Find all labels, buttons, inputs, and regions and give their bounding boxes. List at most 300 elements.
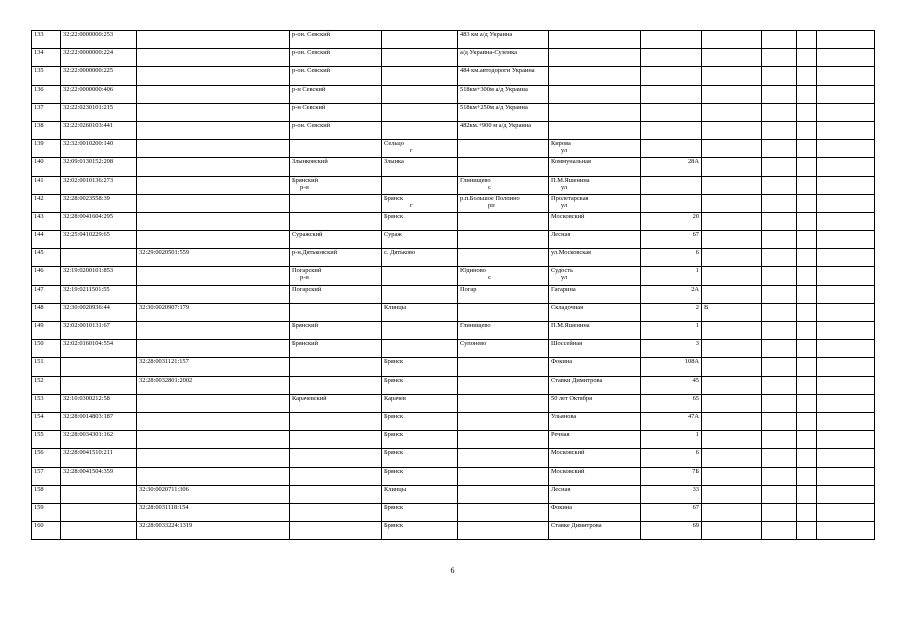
empty-cell (762, 340, 797, 358)
street-text: Шоссейная (551, 340, 583, 348)
cadastral-number-cell (61, 376, 137, 394)
cadastral-number-text: 32:09:0130152:208 (63, 158, 114, 166)
building-cell (702, 394, 762, 412)
locality-cell (382, 503, 458, 521)
cadastral-number-cell (61, 503, 137, 521)
street-cell (549, 340, 641, 358)
row-number-cell (32, 103, 61, 121)
empty-cell (817, 340, 875, 358)
house-number-cell (641, 249, 702, 267)
row-number-cell (32, 431, 61, 449)
empty-cell (797, 340, 817, 358)
house-number-cell (641, 49, 702, 67)
street-cell (549, 158, 641, 176)
locality-cell (382, 176, 458, 194)
table-row (32, 67, 875, 85)
row-number-text: 150 (34, 340, 44, 348)
house-number-cell (641, 503, 702, 521)
locality-cell (382, 158, 458, 176)
house-number-text: 67 (692, 503, 699, 511)
cadastral-number-alt-text: 32:28:0031121:157 (139, 358, 189, 366)
cadastral-number-alt-cell (137, 467, 290, 485)
locality-text: Сельцо (384, 140, 404, 148)
settlement-cell (458, 194, 549, 212)
locality-text: Брянск (384, 212, 404, 220)
cadastral-number-cell (61, 303, 137, 321)
cadastral-number-text: 32:10:0300212:58 (63, 394, 110, 402)
house-number-cell (641, 522, 702, 540)
row-number-text: 152 (34, 376, 44, 384)
row-number-text: 157 (34, 467, 44, 475)
cadastral-number-cell (61, 412, 137, 430)
table-row (32, 31, 875, 49)
street-text: П.М.Яшенина (551, 176, 590, 184)
settlement-text: 518км+300м а/д Украина (460, 85, 528, 93)
settlement-cell (458, 431, 549, 449)
empty-cell (797, 85, 817, 103)
cadastral-number-cell (61, 394, 137, 412)
locality-text: Злынка (384, 158, 404, 166)
house-number-cell (641, 212, 702, 230)
street-text: Ставке Димитрова (551, 522, 602, 530)
street-cell (549, 485, 641, 503)
building-cell (702, 431, 762, 449)
empty-cell (797, 467, 817, 485)
settlement-text: р.п.Большое Полпино (460, 194, 520, 202)
row-number-text: 146 (34, 267, 44, 275)
table-row (32, 503, 875, 521)
row-number-text: 143 (34, 212, 44, 220)
building-cell (702, 376, 762, 394)
settlement-cell (458, 31, 549, 49)
house-number-text: 65 (692, 394, 699, 402)
empty-cell (762, 212, 797, 230)
cadastral-number-alt-cell (137, 522, 290, 540)
building-cell (702, 303, 762, 321)
cadastral-number-text: 32:19:0200101:853 (63, 267, 114, 275)
settlement-text: 484 км.автодороги Украина (460, 67, 535, 75)
house-number-cell (641, 67, 702, 85)
cadastral-number-alt-text: 32:30:0020711:306 (139, 485, 189, 493)
cadastral-number-alt-cell (137, 322, 290, 340)
settlement-cell (458, 358, 549, 376)
settlement-cell (458, 85, 549, 103)
street-text: Кирова (551, 140, 571, 148)
cadastral-number-cell (61, 194, 137, 212)
settlement-cell (458, 394, 549, 412)
row-number-text: 145 (34, 249, 44, 257)
row-number-cell (32, 231, 61, 249)
locality-cell (382, 285, 458, 303)
empty-cell (762, 249, 797, 267)
street-cell (549, 503, 641, 521)
settlement-cell (458, 212, 549, 230)
cadastral-number-cell (61, 267, 137, 285)
empty-cell (817, 31, 875, 49)
row-number-text: 155 (34, 431, 44, 439)
cadastral-number-alt-cell (137, 158, 290, 176)
cadastral-number-alt-text: 32:28:0033224:1319 (139, 522, 193, 530)
district-cell (290, 340, 382, 358)
cadastral-number-text: 32:28:0041510:211 (63, 449, 113, 457)
street-text: Лесная (551, 231, 571, 239)
house-number-text: 1 (695, 431, 699, 439)
street-cell (549, 412, 641, 430)
empty-cell (797, 158, 817, 176)
street-text: П.М.Яшенина (551, 322, 590, 329)
settlement-cell (458, 176, 549, 194)
street-text: Гагарина (551, 285, 576, 293)
cadastral-number-cell (61, 121, 137, 139)
district-cell (290, 376, 382, 394)
locality-text: Брянск (384, 412, 404, 420)
empty-cell (817, 303, 875, 321)
locality-text: Клинцы (384, 485, 407, 493)
row-number-text: 138 (34, 121, 44, 129)
locality-text: Брянск (384, 358, 404, 366)
row-number-cell (32, 303, 61, 321)
settlement-cell (458, 376, 549, 394)
locality-cell (382, 194, 458, 212)
street-cell (549, 249, 641, 267)
row-number-text: 154 (34, 412, 44, 420)
cadastral-number-cell (61, 358, 137, 376)
district-text: Погарский (292, 285, 322, 293)
row-number-text: 139 (34, 140, 44, 148)
building-cell (702, 467, 762, 485)
row-number-cell (32, 467, 61, 485)
cadastral-number-text: 32:22:0000000:225 (63, 67, 114, 75)
street-cell (549, 121, 641, 139)
street-cell (549, 431, 641, 449)
empty-cell (817, 121, 875, 139)
empty-cell (817, 67, 875, 85)
cadastral-number-cell (61, 449, 137, 467)
settlement-cell (458, 485, 549, 503)
street-cell (549, 140, 641, 158)
locality-text: Брянск (384, 522, 404, 530)
empty-cell (797, 485, 817, 503)
settlement-text: Глинищево (460, 322, 491, 329)
empty-cell (762, 485, 797, 503)
settlement-cell (458, 503, 549, 521)
district-cell (290, 412, 382, 430)
empty-cell (762, 158, 797, 176)
district-text: Суражский (292, 231, 323, 239)
row-number-cell (32, 67, 61, 85)
street-abbrev: ул (561, 201, 568, 209)
cadastral-number-text: 32:02:0010136:273 (63, 176, 114, 184)
row-number-cell (32, 31, 61, 49)
cadastral-number-text: 32:28:0023558:39 (63, 194, 110, 202)
row-number-cell (32, 85, 61, 103)
row-number-cell (32, 140, 61, 158)
settlement-abbrev: с (488, 274, 491, 282)
cadastral-number-alt-text: 32:28:0031118:154 (139, 503, 189, 511)
district-cell (290, 212, 382, 230)
cadastral-number-alt-cell (137, 431, 290, 449)
empty-cell (762, 358, 797, 376)
settlement-cell (458, 249, 549, 267)
cadastral-number-text: 32:22:0230101:215 (63, 103, 114, 111)
street-text: Московский (551, 467, 585, 475)
locality-cell (382, 249, 458, 267)
table-row (32, 140, 875, 158)
row-number-text: 148 (34, 303, 44, 311)
cadastral-number-text: 32:22:0000000:406 (63, 85, 114, 93)
building-cell (702, 285, 762, 303)
row-number-text: 142 (34, 194, 44, 202)
cadastral-number-cell (61, 103, 137, 121)
settlement-cell (458, 449, 549, 467)
street-cell (549, 285, 641, 303)
cadastral-number-text: 32:02:0160104:554 (63, 340, 114, 348)
locality-cell (382, 121, 458, 139)
table-row (32, 303, 875, 321)
row-number-cell (32, 340, 61, 358)
street-cell (549, 85, 641, 103)
district-cell (290, 467, 382, 485)
settlement-cell (458, 267, 549, 285)
house-number-text: 1 (695, 322, 699, 329)
district-text: р-он. Севский (292, 49, 331, 57)
district-cell (290, 67, 382, 85)
locality-cell (382, 485, 458, 503)
cadastral-number-text: 32:28:0041604:295 (63, 212, 114, 220)
locality-cell (382, 340, 458, 358)
cadastral-number-text: 32:22:0000000:253 (63, 31, 114, 38)
district-cell (290, 176, 382, 194)
building-cell (702, 194, 762, 212)
table-row (32, 394, 875, 412)
district-text: Карачевский (292, 394, 327, 402)
locality-text: Брянск (384, 467, 404, 475)
empty-cell (797, 394, 817, 412)
house-number-cell (641, 358, 702, 376)
empty-cell (797, 449, 817, 467)
empty-cell (762, 121, 797, 139)
table-row (32, 194, 875, 212)
house-number-cell (641, 485, 702, 503)
empty-cell (817, 322, 875, 340)
cadastral-number-cell (61, 249, 137, 267)
cadastral-number-cell (61, 231, 137, 249)
empty-cell (762, 103, 797, 121)
settlement-cell (458, 103, 549, 121)
table-row (32, 49, 875, 67)
building-cell (702, 412, 762, 430)
row-number-cell (32, 412, 61, 430)
district-cell (290, 503, 382, 521)
cadastral-number-text: 32:30:0020936:44 (63, 303, 110, 311)
locality-cell (382, 49, 458, 67)
settlement-cell (458, 121, 549, 139)
building-cell (702, 249, 762, 267)
row-number-cell (32, 376, 61, 394)
empty-cell (817, 158, 875, 176)
cadastral-number-cell (61, 285, 137, 303)
cadastral-number-alt-cell (137, 267, 290, 285)
house-number-cell (641, 376, 702, 394)
district-cell (290, 231, 382, 249)
house-number-cell (641, 431, 702, 449)
empty-cell (762, 176, 797, 194)
district-text: Брянский (292, 340, 319, 348)
row-number-text: 135 (34, 67, 44, 75)
table-row (32, 121, 875, 139)
house-number-cell (641, 285, 702, 303)
locality-text: Клинцы (384, 303, 407, 311)
building-cell (702, 340, 762, 358)
empty-cell (797, 121, 817, 139)
district-text: Злынковский (292, 158, 328, 166)
empty-cell (817, 467, 875, 485)
empty-cell (762, 449, 797, 467)
cadastral-number-alt-text: 32:29:0020501:559 (139, 249, 190, 257)
building-cell (702, 358, 762, 376)
cadastral-number-cell (61, 158, 137, 176)
cadastral-number-text: 32:28:0041504:359 (63, 467, 114, 475)
table-row (32, 176, 875, 194)
locality-cell (382, 412, 458, 430)
cadastral-number-cell (61, 485, 137, 503)
street-cell (549, 322, 641, 340)
street-text: 50 лет Октября (551, 394, 593, 402)
street-cell (549, 522, 641, 540)
cadastral-number-alt-cell (137, 485, 290, 503)
district-text: р-н Севский (292, 85, 326, 93)
empty-cell (817, 267, 875, 285)
cadastral-number-alt-text: 32:28:0032801:2002 (139, 376, 193, 384)
house-number-text: 2А (691, 285, 699, 293)
empty-cell (797, 231, 817, 249)
row-number-cell (32, 285, 61, 303)
district-text: р-он. Севский (292, 31, 331, 38)
empty-cell (817, 176, 875, 194)
row-number-text: 156 (34, 449, 44, 457)
settlement-cell (458, 49, 549, 67)
street-text: Ульянова (551, 412, 577, 420)
registry-table (31, 30, 875, 540)
street-cell (549, 467, 641, 485)
house-number-cell (641, 194, 702, 212)
empty-cell (797, 249, 817, 267)
building-cell (702, 67, 762, 85)
cadastral-number-alt-cell (137, 394, 290, 412)
house-number-cell (641, 412, 702, 430)
empty-cell (762, 194, 797, 212)
empty-cell (762, 49, 797, 67)
cadastral-number-cell (61, 176, 137, 194)
street-text: Пролетарская (551, 194, 589, 202)
table-row (32, 212, 875, 230)
locality-cell (382, 85, 458, 103)
table-row (32, 231, 875, 249)
row-number-cell (32, 503, 61, 521)
empty-cell (797, 140, 817, 158)
street-cell (549, 194, 641, 212)
empty-cell (797, 176, 817, 194)
district-cell (290, 522, 382, 540)
district-cell (290, 140, 382, 158)
empty-cell (762, 140, 797, 158)
row-number-cell (32, 322, 61, 340)
empty-cell (817, 431, 875, 449)
empty-cell (817, 231, 875, 249)
street-cell (549, 176, 641, 194)
settlement-cell (458, 467, 549, 485)
house-number-cell (641, 176, 702, 194)
street-cell (549, 394, 641, 412)
district-cell (290, 249, 382, 267)
house-number-cell (641, 231, 702, 249)
street-text: Московский (551, 449, 585, 457)
row-number-cell (32, 267, 61, 285)
district-text: Брянский (292, 322, 319, 329)
district-text: Погарский (292, 267, 322, 275)
cadastral-number-text: 32:19:0211501:55 (63, 285, 110, 293)
empty-cell (797, 522, 817, 540)
empty-cell (797, 412, 817, 430)
settlement-text: Юдиново (460, 267, 486, 275)
locality-cell (382, 103, 458, 121)
house-number-text: 45 (692, 376, 699, 384)
house-number-text: 28А (687, 158, 699, 166)
house-number-text: 6 (695, 249, 699, 257)
cadastral-number-cell (61, 522, 137, 540)
cadastral-number-alt-cell (137, 503, 290, 521)
table-row (32, 103, 875, 121)
settlement-text: Погар (460, 285, 477, 293)
empty-cell (797, 503, 817, 521)
street-text: Судость (551, 267, 574, 275)
building-cell (702, 322, 762, 340)
house-number-cell (641, 158, 702, 176)
cadastral-number-cell (61, 85, 137, 103)
empty-cell (762, 376, 797, 394)
table-row (32, 322, 875, 340)
cadastral-number-alt-cell (137, 49, 290, 67)
row-number-text: 160 (34, 522, 44, 530)
house-number-cell (641, 449, 702, 467)
house-number-text: 1 (695, 267, 699, 275)
cadastral-number-alt-cell (137, 140, 290, 158)
district-cell (290, 85, 382, 103)
empty-cell (797, 194, 817, 212)
cadastral-number-text: 32:25:0410229:65 (63, 231, 110, 239)
house-number-text: 69 (692, 522, 699, 530)
cadastral-number-alt-cell (137, 231, 290, 249)
cadastral-number-cell (61, 340, 137, 358)
building-cell (702, 212, 762, 230)
empty-cell (797, 322, 817, 340)
empty-cell (817, 140, 875, 158)
locality-cell (382, 394, 458, 412)
table-row (32, 267, 875, 285)
district-cell (290, 121, 382, 139)
house-number-cell (641, 322, 702, 340)
street-cell (549, 212, 641, 230)
row-number-cell (32, 158, 61, 176)
table-row (32, 358, 875, 376)
row-number-text: 159 (34, 503, 44, 511)
empty-cell (817, 412, 875, 430)
building-cell (702, 103, 762, 121)
street-text: ул.Московская (551, 249, 591, 257)
street-text: Складочная (551, 303, 584, 311)
house-number-cell (641, 85, 702, 103)
row-number-cell (32, 485, 61, 503)
